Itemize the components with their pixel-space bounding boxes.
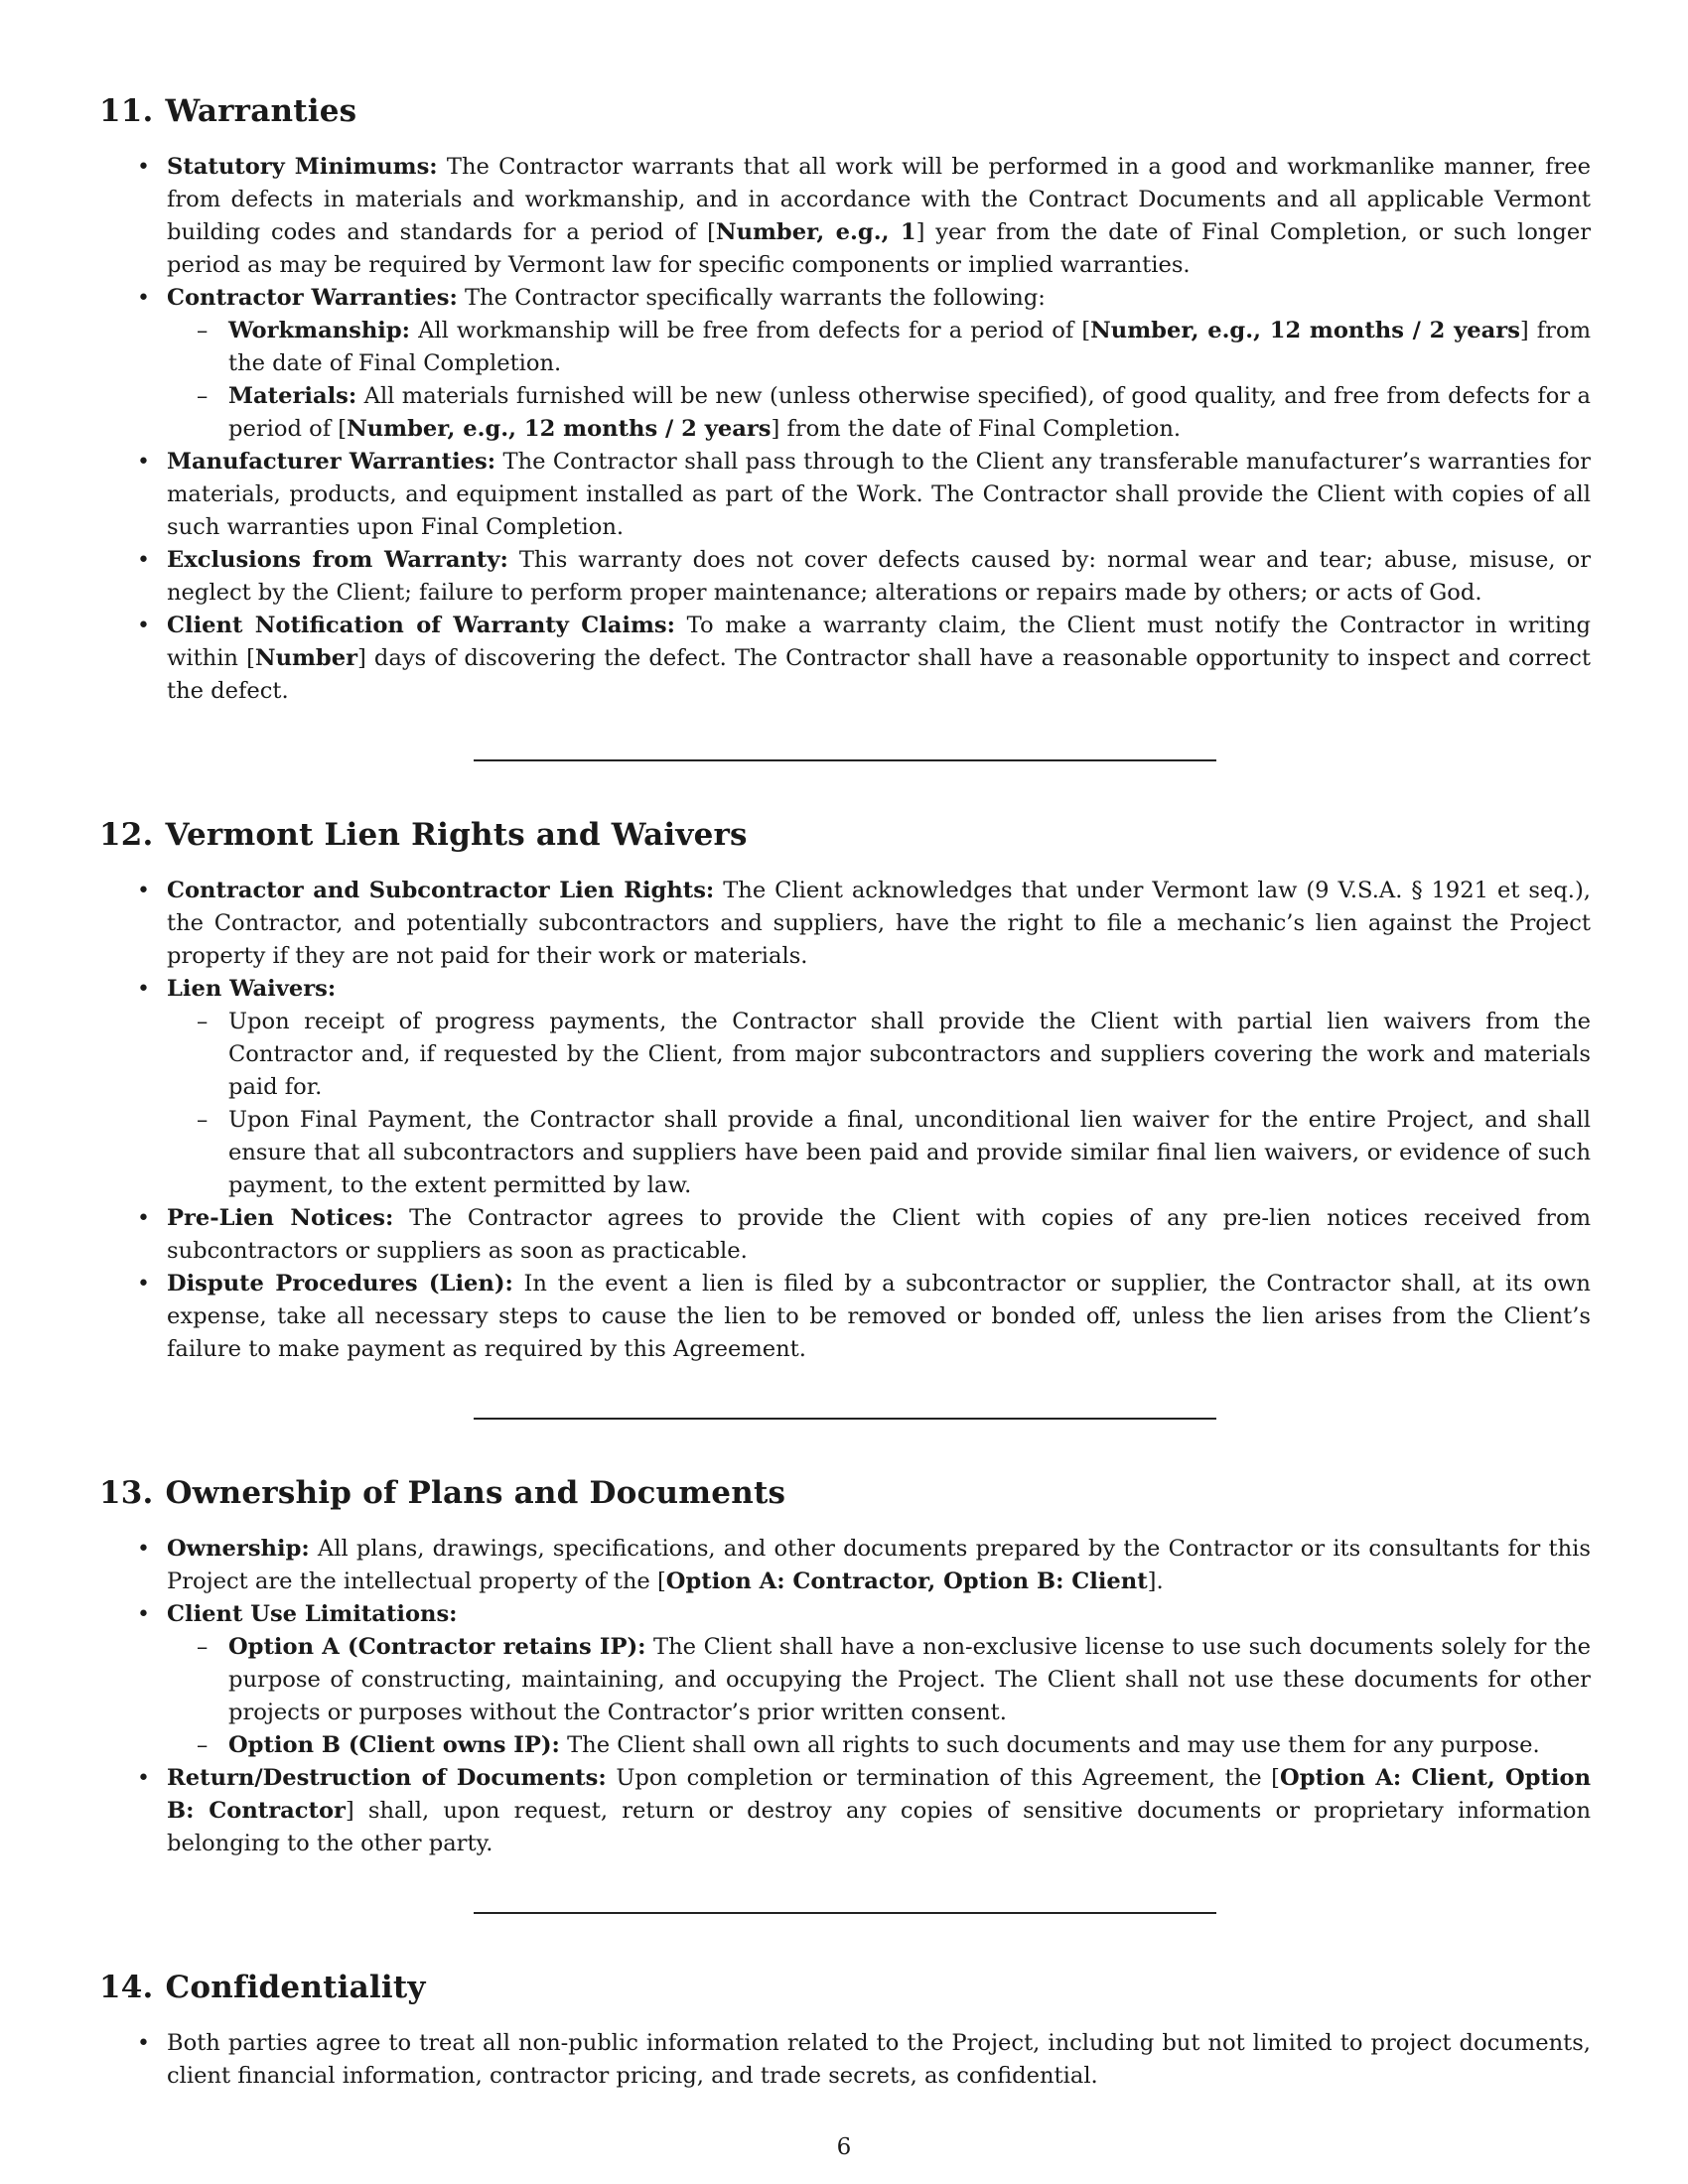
section-11-heading: [99, 91, 1591, 131]
item-text: ] year from the date of Final Completion, or such longer period as may be required by Vermont law for specific components or implied warranties.: [167, 219, 1591, 278]
section-13-list: [99, 1533, 1591, 1860]
item-label: Return/Destruction of Documents:: [167, 1765, 607, 1791]
item-text: ] from the date of Final Completion.: [771, 416, 1182, 442]
sub-item-final-payment: – Upon Final Payment, the Contractor shall provide a final, unconditional lien waiver for the entire Project, and shall ensure that all subcontractors and suppliers have been paid and provide similar final lien waivers, or evidence of such payment, to the extent permitted by law.: [167, 1104, 1591, 1202]
item-label: Option B (Client owns IP):: [228, 1732, 560, 1758]
item-text: In the event a lien is filed by a subcontractor or supplier, the Contractor shall, at its own expense, take all necessary steps to cause the lien to be removed or bonded off, unless the lien arises from the Client’s failure to make payment as required by this Agreement.: [167, 1271, 1591, 1362]
section-12-heading: [99, 815, 1591, 855]
item-text: All plans, drawings, specifications, and other documents prepared by the Contractor or its consultants for this Project are the intellectual property of the [: [167, 1536, 1591, 1594]
item-label: Exclusions from Warranty:: [167, 547, 508, 573]
section-number: 14.: [99, 1970, 154, 2005]
item-text: The Contractor agrees to provide the Client with copies of any pre-lien notices received from subcontractors or suppliers as soon as practicable.: [167, 1205, 1592, 1264]
item-text: To make a warranty claim, the Client must notify the Contractor in writing within [: [167, 613, 1591, 671]
list-item-exclusions: [99, 544, 1591, 610]
item-text: ] shall, upon request, return or destroy any copies of sensitive documents or proprietary information belonging to the other party.: [167, 1798, 1591, 1856]
sub-item-materials: [167, 380, 1591, 446]
item-label: Contractor Warranties:: [167, 285, 458, 311]
list-item-pre-lien-notices: [99, 1202, 1591, 1268]
item-label: Ownership:: [167, 1536, 310, 1562]
placeholder-field: Number, e.g., 12 months / 2 years: [347, 416, 772, 442]
item-label: Manufacturer Warranties:: [167, 449, 496, 475]
placeholder-field: Number: [254, 645, 357, 671]
section-12-list: [99, 875, 1591, 1366]
placeholder-field: Option A: Client, Option B: Contractor: [167, 1765, 1591, 1824]
section-title: Vermont Lien Rights and Waivers: [165, 817, 748, 853]
section-number: 11.: [99, 93, 154, 129]
item-text: The Client shall have a non-exclusive license to use such documents solely for the purpose of constructing, maintaining, and occupying the Project. The Client shall not use these documents for other projects or purposes without the Contractor’s prior written consent.: [228, 1634, 1592, 1725]
sub-item-option-b: [167, 1729, 1591, 1762]
section-title: Confidentiality: [165, 1970, 426, 2005]
item-label: Client Use Limitations:: [167, 1601, 458, 1627]
section-number: 13.: [99, 1475, 154, 1511]
placeholder-field: Number, e.g., 1: [715, 219, 916, 245]
item-text: The Client shall own all rights to such documents and may use them for any purpose.: [559, 1732, 1540, 1758]
placeholder-field: Number, e.g., 12 months / 2 years: [1090, 318, 1520, 343]
sub-list: [167, 315, 1591, 446]
item-text: ].: [1147, 1569, 1164, 1594]
item-label: Contractor and Subcontractor Lien Rights:: [167, 878, 715, 903]
section-13-heading: [99, 1473, 1591, 1513]
item-label: Statutory Minimums:: [167, 154, 438, 180]
item-text: ] from the date of Final Completion.: [228, 318, 1591, 376]
page-number: 6: [836, 2134, 852, 2160]
document-page: [99, 91, 1591, 2093]
item-label: Lien Waivers:: [167, 976, 337, 1002]
item-text: The Client acknowledges that under Vermont law (9 V.S.A. § 1921 et seq.), the Contractor, and potentially subcontractors and suppliers, have the right to file a mechanic’s lien against the Project property if they are not paid for their work or materials.: [167, 878, 1591, 969]
sub-item-option-a: [167, 1631, 1591, 1729]
list-item-manufacturer-warranties: [99, 446, 1591, 544]
section-11-list: [99, 151, 1591, 708]
item-text: The Contractor specifically warrants the following:: [457, 285, 1046, 311]
item-label: Workmanship:: [228, 318, 411, 343]
list-item-statutory-minimums: [99, 151, 1591, 282]
item-label: Pre-Lien Notices:: [167, 1205, 394, 1231]
section-title: Warranties: [165, 93, 357, 129]
item-label: Dispute Procedures (Lien):: [167, 1271, 513, 1297]
section-divider: [474, 1418, 1216, 1420]
list-item-ownership: [99, 1533, 1591, 1598]
section-divider: [474, 1912, 1216, 1914]
list-item-notification: [99, 610, 1591, 708]
sub-list: [167, 1631, 1591, 1762]
sub-item-workmanship: [167, 315, 1591, 380]
section-divider: [474, 759, 1216, 761]
placeholder-field: Option A: Contractor, Option B: Client: [665, 1569, 1148, 1594]
section-14-heading: [99, 1968, 1591, 2007]
list-item-confidentiality: • Both parties agree to treat all non-public information related to the Project, including but not limited to project documents, client financial information, contractor pricing, and trade secrets, as confidential.: [99, 2027, 1591, 2093]
section-number: 12.: [99, 817, 154, 853]
sub-list: [167, 1006, 1591, 1202]
list-item-client-use-limitations: [99, 1598, 1591, 1762]
section-14-list: [99, 2027, 1591, 2093]
list-item-dispute-procedures: [99, 1268, 1591, 1366]
list-item-lien-waivers: [99, 973, 1591, 1202]
section-title: Ownership of Plans and Documents: [165, 1475, 786, 1511]
list-item-lien-rights: [99, 875, 1591, 973]
item-text: Upon completion or termination of this Agreement, the [: [606, 1765, 1281, 1791]
item-text: All materials furnished will be new (unless otherwise specified), of good quality, and free from defects for a period of [: [228, 383, 1591, 442]
item-text: This warranty does not cover defects caused by: normal wear and tear; abuse, misuse, or neglect by the Client; failure to perform proper maintenance; alterations or repairs made by others; or acts of God.: [167, 547, 1591, 606]
item-label: Materials:: [228, 383, 357, 409]
list-item-return-destruction: [99, 1762, 1591, 1860]
item-text: ] days of discovering the defect. The Contractor shall have a reasonable opportunity to inspect and correct the defect.: [167, 645, 1591, 704]
item-text: The Contractor warrants that all work will be performed in a good and workmanlike manner, free from defects in materials and workmanship, and in accordance with the Contract Documents and all applicable Vermont building codes and standards for a period of [: [167, 154, 1592, 245]
list-item-contractor-warranties: [99, 282, 1591, 446]
item-text: The Contractor shall pass through to the Client any transferable manufacturer’s warranties for materials, products, and equipment installed as part of the Work. The Contractor shall provide the Client with copies of all such warranties upon Final Completion.: [167, 449, 1591, 540]
item-text: All workmanship will be free from defects for a period of [: [410, 318, 1091, 343]
item-label: Client Notification of Warranty Claims:: [167, 613, 675, 638]
item-label: Option A (Contractor retains IP):: [228, 1634, 646, 1660]
sub-item-progress-payments: – Upon receipt of progress payments, the Contractor shall provide the Client with partial lien waivers from the Contractor and, if requested by the Client, from major subcontractors and suppliers covering the work and materials paid for.: [167, 1006, 1591, 1104]
